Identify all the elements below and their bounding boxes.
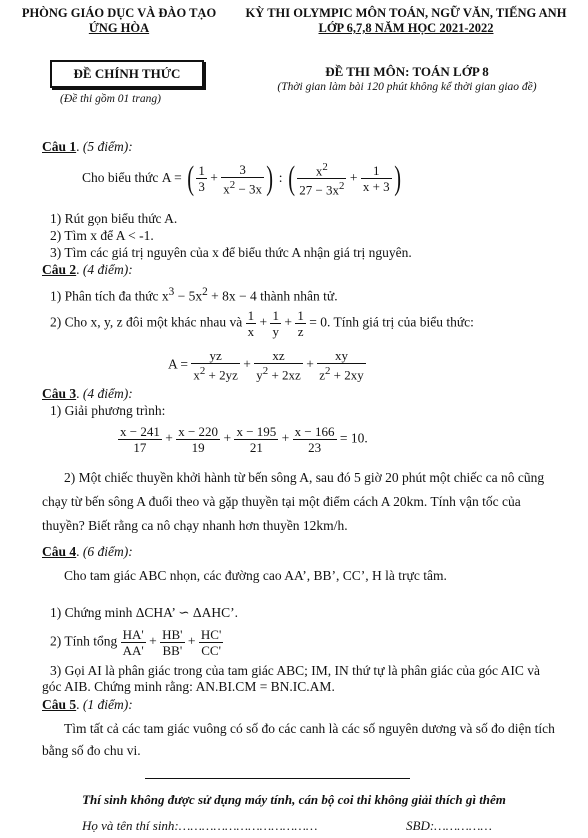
question-points: (5 điểm): (79, 139, 133, 154)
expression-a: Cho biểu thức A = ( $\frac{1}{3}$ + $\frac{3}{x^2 - 3x}$ ) : ( $\frac{x^2}{27 - 3x^2}$ + $\frac{1}{x + 3}$ ) (82, 159, 401, 198)
question-points: (4 điểm): (79, 262, 133, 277)
official-badge: ĐỀ CHÍNH THỨC (50, 60, 204, 88)
q4-item-1: 1) Chứng minh ΔCHA’ ∽ ΔAHC’. (50, 605, 238, 620)
candidate-number-label: SBD:…………… (406, 818, 492, 833)
question-1-heading: Câu 1. (5 điểm): (42, 139, 133, 154)
district-name: ỨNG HÒA (88, 21, 150, 35)
equation: $\frac{x - 241}{17}$ + $\frac{x - 220}{19}$ + $\frac{x - 195}{21}$ + $\frac{x - 166}{23}$ = 10. (120, 424, 368, 455)
footer-note: Thí sinh không được sử dụng máy tính, cán bộ coi thi không giải thích gì thêm (82, 792, 506, 807)
exam-year: LỚP 6,7,8 NĂM HỌC 2021-2022 (318, 21, 494, 35)
q2-item-2-text: 2) Cho x, y, z đôi một khác nhau và (50, 314, 243, 330)
question-points: (6 điểm): (79, 544, 133, 559)
expression-intro: Cho biểu thức (82, 169, 159, 185)
expression-a-2: A = $\frac{yz}{x^2 + 2yz}$ + $\frac{xz}{y^2 + 2xz}$ + $\frac{xy}{z^2 + 2xy}$ (168, 348, 364, 383)
q4-item-2-text: 2) Tính tổng (50, 633, 118, 649)
q3-item-1: 1) Giải phương trình: (50, 403, 166, 418)
q1-item-1: 1) Rút gọn biểu thức A. (50, 211, 178, 226)
q1-item-2: 2) Tìm x để A < -1. (50, 228, 154, 243)
q4-item-3: 3) Gọi AI là phân giác trong của tam giác ABC; IM, IN thứ tự là phân giác của góc AIC và góc AIB. Chứng minh rằng: AN.BI.CM = BN.IC.AM. (42, 663, 541, 694)
q2-item-2-tail: . Tính giá trị của biểu thức: (326, 314, 474, 330)
question-points: (4 điểm): (79, 386, 133, 401)
page-count: (Đề thi gồm 01 trang) (60, 93, 161, 105)
q3-item-2: 2) Một chiếc thuyền khởi hành từ bến sông A, sau đó 5 giờ 20 phút một chiếc ca nô cũng chạy từ bến sông A đuổi theo và gặp thuyền tại một điểm cách A 20km. Tính vận tốc của thuyền? Biết rằng ca nô chạy nhanh hơn thuyền 12km/h. (42, 470, 545, 533)
q2-item-1: 1) Phân tích đa thức $x^3 - 5x^2 + 8x - 4$ thành nhân tử. (50, 286, 338, 304)
q2-item-2: 2) Cho x, y, z đôi một khác nhau và $\frac{1}{x}$ + $\frac{1}{y}$ + $\frac{1}{z}$ = 0. Tính giá trị của biểu thức: (50, 308, 474, 339)
exam-name: KỲ THI OLYMPIC MÔN TOÁN, NGỮ VĂN, TIẾNG ANH (245, 6, 567, 20)
q2-item-1-tail: thành nhân tử. (260, 288, 338, 304)
question-3-heading: Câu 3. (4 điểm): (42, 386, 133, 401)
question-5-heading: Câu 5. (1 điểm): (42, 697, 133, 712)
q1-item-3: 3) Tìm các giá trị nguyên của x để biểu thức A nhận giá trị nguyên. (50, 245, 412, 260)
q5-text: Tìm tất cả các tam giác vuông có số đo các canh là các số nguyên dương và số đo diện tích bằng số đo chu vi. (42, 721, 555, 758)
question-label: Câu 2 (42, 262, 77, 277)
department-header (14, 6, 224, 36)
department-name: PHÒNG GIÁO DỤC VÀ ĐÀO TẠO (21, 6, 217, 20)
q4-item-2: 2) Tính tổng $\frac{HA'}{AA'}$ + $\frac{HB'}{BB'}$ + $\frac{HC'}{CC'}$ (50, 627, 222, 658)
question-2-heading: Câu 2. (4 điểm): (42, 262, 133, 277)
question-4-heading: Câu 4. (6 điểm): (42, 544, 133, 559)
question-label: Câu 5 (42, 697, 77, 712)
question-label: Câu 3 (42, 386, 77, 401)
question-label: Câu 1 (42, 139, 77, 154)
exam-header (230, 6, 582, 36)
q2-item-1-text: 1) Phân tích đa thức (50, 288, 159, 304)
exam-subject: ĐỀ THI MÔN: TOÁN LỚP 8 (325, 64, 489, 79)
q4-intro: Cho tam giác ABC nhọn, các đường cao AA’, BB’, CC’, H là trực tâm. (64, 568, 447, 583)
question-label: Câu 4 (42, 544, 77, 559)
divider (145, 778, 410, 779)
candidate-name-label: Họ và tên thí sinh:……………………………… (82, 818, 318, 833)
time-note: (Thời gian làm bài 120 phút không kể thời gian giao đề) (277, 81, 537, 93)
question-points: (1 điểm): (79, 697, 133, 712)
